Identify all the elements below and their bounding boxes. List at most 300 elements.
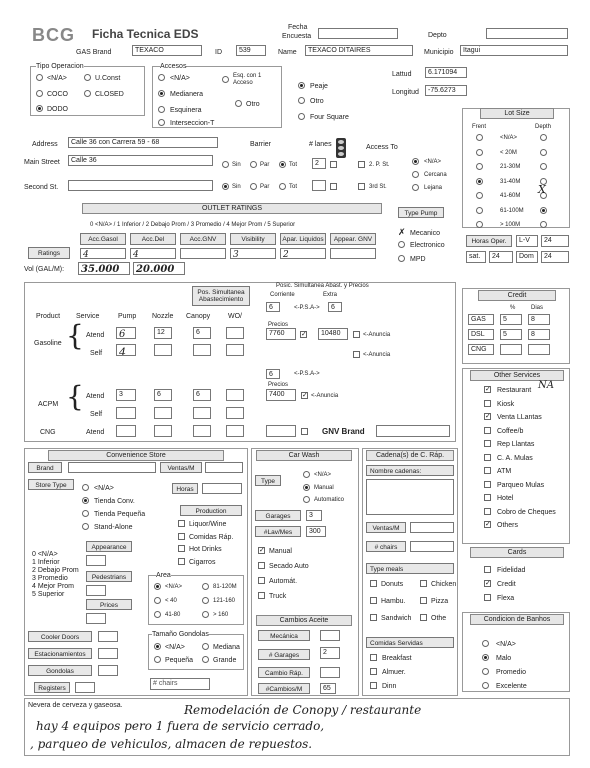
check-almuer[interactable] xyxy=(370,668,377,675)
check-prod-0[interactable] xyxy=(178,520,185,527)
store-na-label: <N/A> xyxy=(94,485,114,492)
radio-frent-1[interactable] xyxy=(476,149,483,156)
horas-oper-button[interactable]: Horas Oper. xyxy=(466,235,512,247)
radio-tam-na[interactable] xyxy=(154,643,161,650)
radio-depth-2[interactable] xyxy=(540,163,547,170)
cw-manual-label: Manual xyxy=(269,548,292,555)
psa-label: <-P.S.A-> xyxy=(294,305,320,311)
cng-pump-field[interactable] xyxy=(116,425,136,437)
ventas-field[interactable] xyxy=(205,462,243,473)
notes-printed: Nevera de cerveza y gaseosa. xyxy=(28,702,123,709)
access-cercana-label: Cercana xyxy=(424,172,447,178)
tipo-coco-label: COCO xyxy=(47,91,68,98)
almuer-label: Almuer. xyxy=(382,669,406,676)
check-breakfast[interactable] xyxy=(370,654,377,661)
conv-scale-2: 2 Debajo Prom xyxy=(32,567,79,574)
depto-field[interactable] xyxy=(486,28,568,39)
radio-tipo-uconst[interactable] xyxy=(84,74,91,81)
check-other-10[interactable] xyxy=(484,521,491,528)
check-other-2[interactable] xyxy=(484,413,491,420)
cadena-ventas-field[interactable] xyxy=(410,522,454,533)
gas-brand-field[interactable]: TEXACO xyxy=(132,45,202,56)
acpm-nozzle-atend-field[interactable]: 6 xyxy=(154,389,172,401)
radio-tam-pequena[interactable] xyxy=(154,656,161,663)
radio-depth-6[interactable] xyxy=(540,221,547,228)
radio-area-41-80[interactable] xyxy=(154,611,161,618)
cambios-m-button[interactable]: #Cambios/M xyxy=(258,683,310,694)
radio-frent-3[interactable] xyxy=(476,178,483,185)
gondolas-button[interactable]: Gondolas xyxy=(28,665,92,676)
prod-label-1: Comidas Ráp. xyxy=(189,533,234,541)
acpm-pump-atend-field[interactable]: 3 xyxy=(116,389,136,401)
radio-area-81-120[interactable] xyxy=(202,583,209,590)
service-label: Service xyxy=(76,313,100,320)
main-street-field[interactable]: Calle 36 xyxy=(68,155,213,166)
registers-button[interactable]: Registers xyxy=(34,682,70,693)
credit-pct-1[interactable]: 5 xyxy=(500,329,522,340)
cadena-chairs-field[interactable] xyxy=(410,541,454,552)
check-2pst[interactable] xyxy=(358,161,365,168)
radio-store-na[interactable] xyxy=(82,484,89,491)
cambios-aceite-title: Cambios Aceite xyxy=(256,615,352,626)
radio-bano-1[interactable] xyxy=(482,654,489,661)
gas-wo-self-field[interactable] xyxy=(226,344,244,356)
dom-label: Dom xyxy=(516,251,538,263)
psa-corriente-field[interactable]: 6 xyxy=(266,302,280,312)
lot-size-title: Lot Size xyxy=(480,108,554,119)
check-cw-automat[interactable] xyxy=(258,577,265,584)
check-meal-3[interactable] xyxy=(420,597,427,604)
cw-truck-label: Truck xyxy=(269,593,287,600)
notes-line-3[interactable]: , parqueo de vehiculos, almacen de repuestos. xyxy=(30,737,313,751)
comidas-servidas-button[interactable]: Comidas Servidas xyxy=(366,637,454,648)
radio-bano-3[interactable] xyxy=(482,682,489,689)
acceso-medianera-label: Medianera xyxy=(170,91,204,98)
acpm-wo-self-field[interactable] xyxy=(226,407,244,419)
cooler-doors-field[interactable] xyxy=(98,631,118,642)
check-cw-truck[interactable] xyxy=(258,592,265,599)
prices-field[interactable] xyxy=(86,613,106,624)
check-other-0[interactable] xyxy=(484,386,491,393)
conv-scale-5: 5 Superior xyxy=(32,591,65,598)
radio-tipo-dodo[interactable] xyxy=(36,105,43,112)
breakfast-label: Breakfast xyxy=(382,655,412,662)
credit-pct-2[interactable] xyxy=(500,344,522,355)
check-acpm-anuncia[interactable] xyxy=(301,392,308,399)
check-second-lanes[interactable] xyxy=(330,183,337,190)
check-dinn[interactable] xyxy=(370,682,377,689)
check-main-lanes[interactable] xyxy=(330,161,337,168)
carwash-manual-label: Manual xyxy=(314,485,334,491)
product-label: Product xyxy=(36,313,61,320)
cng-label: CNG xyxy=(40,429,56,436)
check-cw-secado[interactable] xyxy=(258,562,265,569)
radio-acceso-esquinera[interactable] xyxy=(158,106,165,113)
mecanico-label: Mecanico xyxy=(410,230,440,237)
cooler-doors-button[interactable]: Cooler Doors xyxy=(28,631,92,642)
rating-field-1[interactable]: 4 xyxy=(130,248,176,259)
bano-label-0: <N/A> xyxy=(496,641,516,648)
notes-line-1[interactable]: Remodelación de Conopy / restaurante xyxy=(184,703,422,717)
id-field[interactable]: 539 xyxy=(236,45,266,56)
gnv-brand-label: GNV Brand xyxy=(322,427,365,436)
rating-btn-4[interactable]: Apar. Liquidos xyxy=(280,233,326,245)
cambio-rap-button[interactable]: Cambio Ráp. xyxy=(258,667,310,678)
gas-pump-atend-field[interactable]: 6 xyxy=(116,327,136,339)
check-other-9[interactable] xyxy=(484,508,491,515)
radio-tipo-closed[interactable] xyxy=(84,90,91,97)
gas-nozzle-atend-field[interactable]: 12 xyxy=(154,327,172,339)
conv-scale-3: 3 Promedio xyxy=(32,575,68,582)
barrier-label: Barrier xyxy=(250,141,272,148)
ventas-button[interactable]: Ventas/M xyxy=(160,462,202,473)
conv-scale-1: 1 Inferior xyxy=(32,559,60,566)
radio-carwash-manual[interactable] xyxy=(303,484,310,491)
radio-tam-grande[interactable] xyxy=(202,656,209,663)
other-label-9: Cobro de Cheques xyxy=(497,508,556,516)
check-other-8[interactable] xyxy=(484,494,491,501)
check-other-5[interactable] xyxy=(484,454,491,461)
nozzle-label: Nozzle xyxy=(152,313,174,320)
prod-label-2: Hot Drinks xyxy=(189,546,222,553)
radio-frent-4[interactable] xyxy=(476,192,483,199)
estacionamientos-button[interactable]: Estacionamientos xyxy=(28,648,92,659)
stand-alone-label: Stand-Alone xyxy=(94,524,133,531)
cards-title: Cards xyxy=(470,547,564,558)
anuncia-label-self: <-Anuncia xyxy=(363,352,391,358)
rating-btn-0[interactable]: Acc.Gasol xyxy=(80,233,126,245)
ratings-button[interactable]: Ratings xyxy=(28,247,70,259)
appearance-field[interactable] xyxy=(86,555,106,566)
check-card-1[interactable] xyxy=(484,580,491,587)
main-par-label: Par xyxy=(260,162,270,168)
bano-label-2: Promedio xyxy=(496,669,526,676)
other-label-4: Rep Llantas xyxy=(497,441,535,448)
check-corriente-anuncia[interactable] xyxy=(300,331,307,338)
pump-label: Pump xyxy=(118,313,137,320)
radio-main-par[interactable] xyxy=(250,161,257,168)
cambios-garages-field[interactable]: 2 xyxy=(320,647,340,659)
cng-precio-field[interactable] xyxy=(266,425,296,437)
radio-frent-5[interactable] xyxy=(476,207,483,214)
cng-wo-field[interactable] xyxy=(226,425,244,437)
horas-field[interactable] xyxy=(202,483,242,494)
appearance-button[interactable]: Appearance xyxy=(86,541,132,552)
banos-title: Condicion de Banhos xyxy=(470,614,564,625)
cadena-chairs-button[interactable]: # chairs xyxy=(366,541,406,552)
check-prod-1[interactable] xyxy=(178,533,185,540)
check-3rdst[interactable] xyxy=(358,183,365,190)
gondolas-field[interactable] xyxy=(98,665,118,676)
acpm-psa-label: <-P.S.A-> xyxy=(294,371,320,377)
tipo-na-label: <N/A> xyxy=(47,75,67,82)
nombre-cadenas-field[interactable] xyxy=(366,479,454,515)
credit-dias-0[interactable]: 8 xyxy=(528,314,550,325)
radio-second-par[interactable] xyxy=(250,183,257,190)
lot-depth-x-mark: X xyxy=(538,183,546,196)
third-st-label: 3rd St. xyxy=(369,184,387,190)
sat-field[interactable]: 24 xyxy=(489,251,513,263)
acpm-anuncia-label: <-Anuncia xyxy=(311,393,339,399)
tipo-dodo-label: DODO xyxy=(47,106,68,113)
production-button[interactable]: Production xyxy=(180,505,242,516)
gas-nozzle-self-field[interactable] xyxy=(154,344,172,356)
radio-frent-2[interactable] xyxy=(476,163,483,170)
check-other-4[interactable] xyxy=(484,440,491,447)
lv-label: L-V xyxy=(516,235,538,247)
cambios-garages-button[interactable]: # Garages xyxy=(258,649,310,660)
dom-field[interactable]: 24 xyxy=(541,251,569,263)
name-field[interactable]: TEXACO DITAIRES xyxy=(305,45,413,56)
corriente-label: Corriente xyxy=(270,292,295,298)
radio-second-tot[interactable] xyxy=(279,183,286,190)
cadena-ventas-button[interactable]: Ventas/M xyxy=(366,522,406,533)
second-lanes-field[interactable] xyxy=(312,180,326,191)
carwash-type-button[interactable]: Type xyxy=(255,475,281,486)
peaje-otro-label: Otro xyxy=(310,98,324,105)
chairs-field[interactable]: # chairs xyxy=(150,678,210,690)
radio-mpd[interactable] xyxy=(398,255,405,262)
nombre-cadenas-button[interactable]: Nombre cadenas: xyxy=(366,465,454,476)
radio-area-na[interactable] xyxy=(154,583,161,590)
radio-frent-6[interactable] xyxy=(476,221,483,228)
mecanica-button[interactable]: Mecánica xyxy=(258,630,310,641)
estacionamientos-field[interactable] xyxy=(98,648,118,659)
cambio-rap-field[interactable] xyxy=(320,667,340,678)
check-meal-5[interactable] xyxy=(420,614,427,621)
acpm-psa-field[interactable]: 6 xyxy=(266,369,280,379)
radio-area-lt40[interactable] xyxy=(154,597,161,604)
second-street-field[interactable] xyxy=(68,180,213,191)
check-extra-anuncia[interactable] xyxy=(353,331,360,338)
tienda-conv-label: Tienda Conv. xyxy=(94,498,135,505)
pos-simultanea-button[interactable]: Pos. Simultanea Abastecimiento xyxy=(192,286,250,306)
rating-field-0[interactable]: 4 xyxy=(80,248,126,259)
gas-pump-self-field[interactable]: 4 xyxy=(116,344,136,356)
check-other-1[interactable] xyxy=(484,400,491,407)
tamano-gondolas-title: Tamaño Gondolas xyxy=(152,631,209,638)
lat-label: Lattud xyxy=(392,71,412,78)
second-street-label: Second St. xyxy=(24,184,59,191)
municipio-label: Municipio xyxy=(424,49,454,56)
lat-field[interactable]: 6.171094 xyxy=(425,67,467,78)
acpm-nozzle-self-field[interactable] xyxy=(154,407,172,419)
address-field[interactable]: Calle 36 con Carrera 59 - 68 xyxy=(68,137,218,148)
radio-tipo-coco[interactable] xyxy=(36,90,43,97)
check-self-anuncia[interactable] xyxy=(353,351,360,358)
gas-canopy-atend-field[interactable]: 6 xyxy=(193,327,211,339)
radio-tam-mediana[interactable] xyxy=(202,643,209,650)
radio-acceso-na[interactable] xyxy=(158,74,165,81)
lon-field[interactable]: -75.6273 xyxy=(425,85,467,96)
radio-tienda-pequena[interactable] xyxy=(82,510,89,517)
check-meal-0[interactable] xyxy=(370,580,377,587)
radio-peaje-otro[interactable] xyxy=(298,97,305,104)
check-other-7[interactable] xyxy=(484,481,491,488)
radio-acceso-esq[interactable] xyxy=(222,76,229,83)
radio-access-lejana[interactable] xyxy=(412,184,419,191)
rating-btn-5[interactable]: Appear. GNV xyxy=(330,233,376,245)
tipo-closed-label: CLOSED xyxy=(95,91,124,98)
meal-label-0: Donuts xyxy=(381,581,404,588)
rating-btn-2[interactable]: Acc.GNV xyxy=(180,233,226,245)
type-pump-button[interactable]: Type Pump xyxy=(398,207,444,218)
psa-extra-field[interactable]: 6 xyxy=(328,302,342,312)
other-label-0: Restaurant xyxy=(497,387,532,394)
type-meals-button[interactable]: Type meals xyxy=(366,563,454,574)
radio-depth-0[interactable] xyxy=(540,134,547,141)
cng-nozzle-field[interactable] xyxy=(154,425,172,437)
rating-field-4[interactable]: 2 xyxy=(280,248,326,259)
area-na-label: <N/A> xyxy=(165,584,183,590)
acpm-pump-self-field[interactable] xyxy=(116,407,136,419)
acpm-precio-field[interactable]: 7400 xyxy=(266,389,296,401)
radio-bano-0[interactable] xyxy=(482,640,489,647)
radio-stand-alone[interactable] xyxy=(82,523,89,530)
tipo-uconst-label: U.Const xyxy=(95,75,121,82)
precios-label: Precios xyxy=(268,322,289,328)
check-cng-anuncia[interactable] xyxy=(301,428,308,435)
check-card-2[interactable] xyxy=(484,594,491,601)
check-prod-2[interactable] xyxy=(178,545,185,552)
other-label-7: Parqueo Mulas xyxy=(497,481,545,489)
cadena-title: Cadena(s) de C. Ráp. xyxy=(366,450,454,461)
bano-label-3: Excelente xyxy=(496,683,527,690)
credit-pct-0[interactable]: 5 xyxy=(500,314,522,325)
vol-gasol-field[interactable]: 35.000 xyxy=(78,262,130,275)
credit-label-1: DSL xyxy=(468,329,494,340)
acceso-na-label: <N/A> xyxy=(170,75,190,82)
extra-label: Extra xyxy=(323,292,338,298)
check-meal-4[interactable] xyxy=(370,614,377,621)
lv-field[interactable]: 24 xyxy=(541,235,569,247)
acpm-label: ACPM xyxy=(38,401,59,408)
credit-dias-1[interactable]: 8 xyxy=(528,329,550,340)
vol-del-field[interactable]: 20.000 xyxy=(133,262,185,275)
lot-depth-label: Depth xyxy=(535,124,552,130)
radio-depth-5[interactable] xyxy=(540,207,547,214)
check-meal-2[interactable] xyxy=(370,597,377,604)
tam-pequena-label: Pequeña xyxy=(165,657,194,664)
mecanica-field[interactable] xyxy=(320,630,340,641)
credit-title: Credit xyxy=(478,290,556,301)
radio-access-cercana[interactable] xyxy=(412,171,419,178)
fecha-field[interactable] xyxy=(318,28,398,39)
main-lanes-field[interactable]: 2 xyxy=(312,158,326,169)
radio-four-square[interactable] xyxy=(298,113,305,120)
carwash-na-label: <N/A> xyxy=(314,472,332,478)
pedestrians-button[interactable]: Pedestrians xyxy=(86,571,132,582)
radio-second-sin[interactable] xyxy=(222,183,229,190)
check-mecanico-icon: ✗ xyxy=(398,227,406,237)
cng-canopy-field[interactable] xyxy=(193,425,211,437)
radio-carwash-na[interactable] xyxy=(303,471,310,478)
gas-wo-atend-field[interactable] xyxy=(226,327,244,339)
radio-tipo-na[interactable] xyxy=(36,74,43,81)
radio-area-gt160[interactable] xyxy=(202,611,209,618)
pedestrians-field[interactable] xyxy=(86,585,106,596)
prices-button[interactable]: Prices xyxy=(86,599,132,610)
acpm-precios-label: Precios xyxy=(268,382,289,388)
carwash-garages-field[interactable]: 3 xyxy=(306,510,322,521)
notes-line-2[interactable]: hay 4 equipos pero 1 fuera de servicio cerrado, xyxy=(36,719,325,733)
area-121-160-label: 121-160 xyxy=(213,598,236,604)
traffic-light-icon xyxy=(336,138,346,158)
lav-mes-button[interactable]: #Lav/Mes xyxy=(255,526,301,537)
check-prod-3[interactable] xyxy=(178,558,185,565)
acceso-esq-label: Esq. con 1 Acceso xyxy=(233,73,262,86)
municipio-field[interactable]: Itagui xyxy=(460,45,568,56)
rating-btn-1[interactable]: Acc.Del xyxy=(130,233,176,245)
acpm-canopy-atend-field[interactable]: 6 xyxy=(193,389,211,401)
other-label-10: Others xyxy=(497,522,519,529)
check-other-6[interactable] xyxy=(484,467,491,474)
radio-acceso-interseccion[interactable] xyxy=(158,119,165,126)
check-meal-1[interactable] xyxy=(420,580,427,587)
credit-label-0: GAS xyxy=(468,314,494,325)
radio-frent-0[interactable] xyxy=(476,134,483,141)
store-type-button[interactable]: Store Type xyxy=(28,479,74,490)
horas-button[interactable]: Horas xyxy=(172,483,198,494)
credit-dias-2[interactable] xyxy=(528,344,550,355)
peaje-label: Peaje xyxy=(310,83,328,90)
electronico-label: Electronico xyxy=(410,242,445,249)
radio-carwash-auto[interactable] xyxy=(303,496,310,503)
registers-field[interactable] xyxy=(75,682,95,693)
other-label-6: ATM xyxy=(497,468,512,475)
address-label: Address xyxy=(32,141,58,148)
rating-field-5[interactable] xyxy=(330,248,376,259)
brand-field[interactable] xyxy=(68,462,156,473)
radio-access-na[interactable] xyxy=(412,158,419,165)
precio-extra-field[interactable]: 10480 xyxy=(318,328,348,340)
lav-mes-field[interactable]: 300 xyxy=(306,526,326,537)
gnv-brand-field[interactable] xyxy=(376,425,450,437)
gas-canopy-self-field[interactable] xyxy=(193,344,211,356)
rating-field-3[interactable]: 3 xyxy=(230,248,276,259)
meal-label-2: Hambu. xyxy=(381,598,406,605)
check-other-3[interactable] xyxy=(484,427,491,434)
second-par-label: Par xyxy=(260,184,270,190)
brand-button[interactable]: Brand xyxy=(28,462,62,473)
lot-opt-label-5: 61-100M xyxy=(500,207,524,214)
cambios-m-field[interactable]: 65 xyxy=(320,683,336,694)
carwash-garages-button[interactable]: Garages xyxy=(255,510,301,521)
precio-corriente-field[interactable]: 7760 xyxy=(266,328,296,340)
acpm-wo-atend-field[interactable] xyxy=(226,389,244,401)
radio-acceso-otro[interactable] xyxy=(235,100,242,107)
radio-tienda-conv[interactable] xyxy=(82,497,89,504)
access-to-label: Access To xyxy=(366,144,398,151)
radio-peaje[interactable] xyxy=(298,82,305,89)
check-cw-manual[interactable] xyxy=(258,547,265,554)
convenience-store-title: Convenience Store xyxy=(48,450,224,461)
radio-acceso-medianera[interactable] xyxy=(158,90,165,97)
other-label-8: Hotel xyxy=(497,495,514,502)
radio-depth-1[interactable] xyxy=(540,149,547,156)
radio-bano-2[interactable] xyxy=(482,668,489,675)
check-card-0[interactable] xyxy=(484,566,491,573)
radio-main-sin[interactable] xyxy=(222,161,229,168)
radio-main-tot[interactable] xyxy=(279,161,286,168)
tam-mediana-label: Mediana xyxy=(213,644,240,651)
acpm-canopy-self-field[interactable] xyxy=(193,407,211,419)
lanes-label: # lanes xyxy=(309,141,332,148)
radio-electronico[interactable] xyxy=(398,241,405,248)
radio-area-121-160[interactable] xyxy=(202,597,209,604)
rating-btn-3[interactable]: Visibility xyxy=(230,233,276,245)
rating-field-2[interactable] xyxy=(180,248,226,259)
